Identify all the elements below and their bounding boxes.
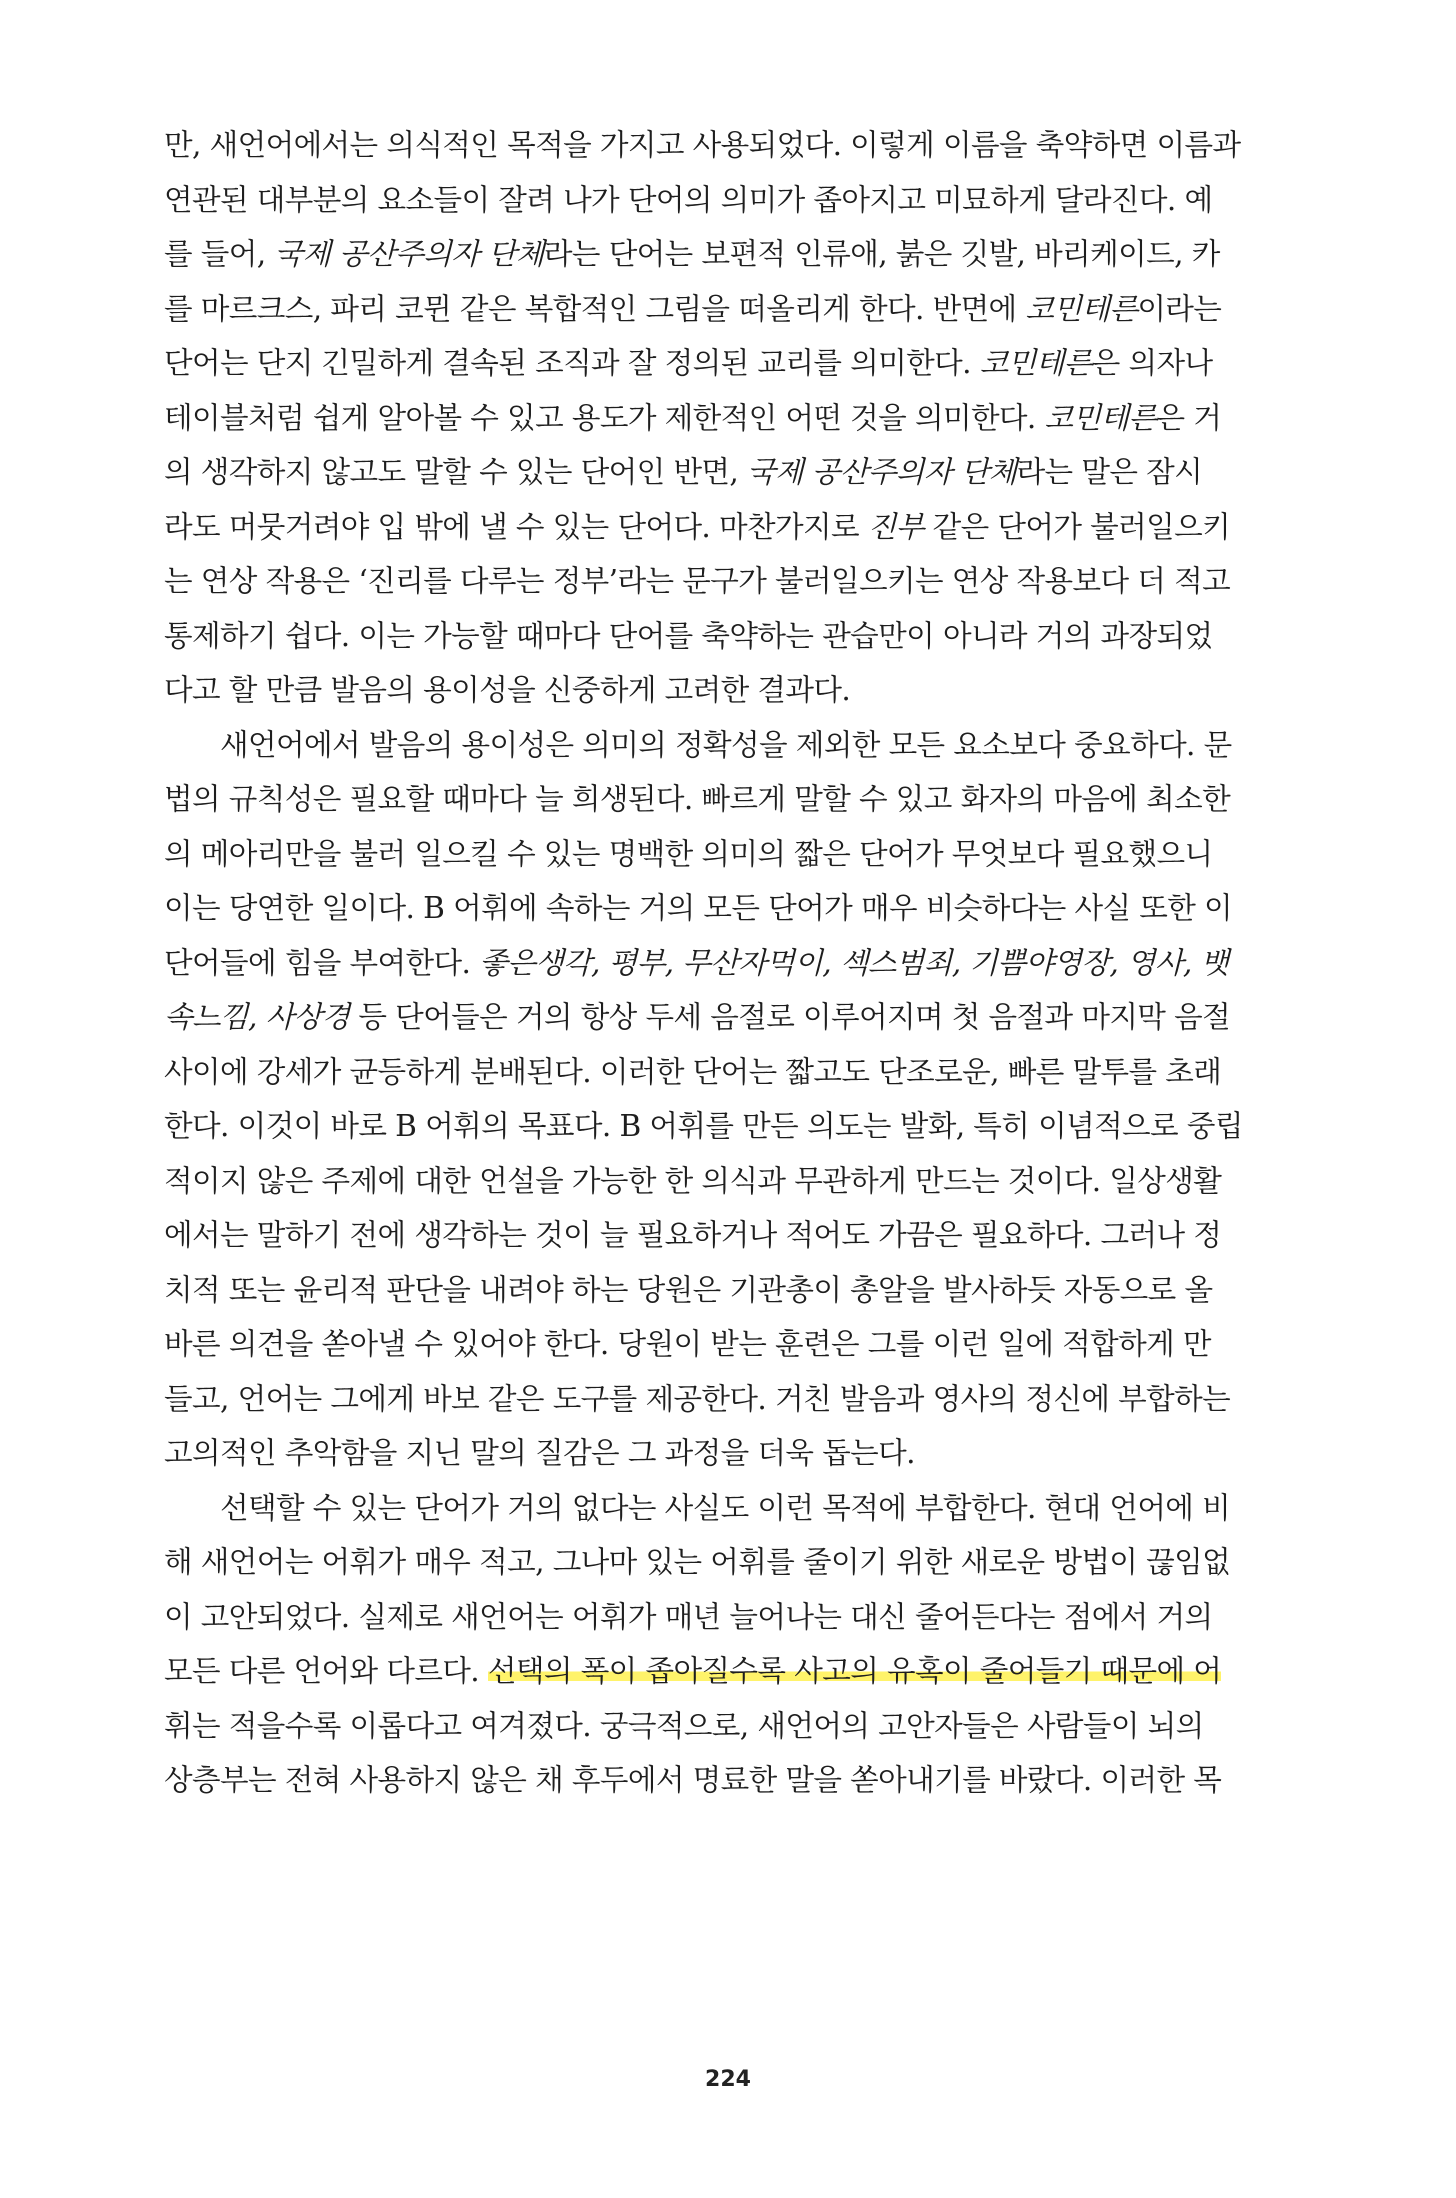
text-segment: 등 단어들은 거의 항상 두세 음절로 이루어지며 첫 음절과 마지막 음절 (349, 1000, 1231, 1034)
text-line (164, 1644, 1244, 1699)
text-line (164, 1154, 1244, 1209)
text-segment: 라는 말은 잠시 (1016, 455, 1203, 489)
page-body (164, 118, 1244, 1808)
text-line (164, 173, 1244, 228)
text-segment: 휘는 적을수록 이롭다고 여겨졌다. 궁극적으로, 새언어의 고안자들은 사람들이 뇌의 (164, 1708, 1204, 1743)
italic-term: 진부 (867, 509, 924, 544)
text-line (164, 1208, 1244, 1263)
text-segment: 연관된 대부분의 요소들이 잘려 나가 단어의 의미가 좁아지고 미묘하게 달라진다. 예 (164, 182, 1213, 217)
text-line (164, 1535, 1244, 1590)
text-line (164, 663, 1244, 718)
paragraph (164, 1481, 1244, 1808)
text-segment: 만, 새언어에서는 의식적인 목적을 가지고 사용되었다. 이렇게 이름을 축약하면 이름과 (164, 128, 1241, 162)
text-segment: 이 고안되었다. 실제로 새언어는 어휘가 매년 늘어나는 대신 줄어든다는 점에서 거의 (164, 1599, 1213, 1634)
text-segment: 단어들에 힘을 부여한다. (164, 945, 480, 980)
text-line (164, 1263, 1244, 1318)
text-segment: 단어는 단지 긴밀하게 결속된 조직과 잘 정의된 교리를 의미한다. (164, 346, 980, 380)
text-segment: 사이에 강세가 균등하게 분배된다. 이러한 단어는 짧고도 단조로운, 빠른 말투를 초래 (164, 1054, 1222, 1089)
text-segment: 새언어에서 발음의 용이성은 의미의 정확성을 제외한 모든 요소보다 중요하다. 문 (220, 727, 1232, 762)
text-segment: 다고 할 만큼 발음의 용이성을 신중하게 고려한 결과다. (164, 673, 851, 707)
text-line (164, 1426, 1244, 1481)
italic-term: 국제 공산주의자 단체 (747, 455, 1017, 489)
text-line (164, 445, 1244, 500)
text-line (164, 1045, 1244, 1100)
text-line (164, 391, 1244, 446)
text-segment: 은 의자나 (1091, 346, 1213, 380)
text-line (164, 718, 1244, 773)
text-segment: 는 연상 작용은 ‘진리를 다루는 정부’라는 문구가 불러일으키는 연상 작용보다 더 적고 (164, 564, 1231, 598)
text-line (164, 227, 1244, 282)
text-line (164, 118, 1244, 173)
text-segment: 의 생각하지 않고도 말할 수 있는 단어인 반면, (164, 455, 748, 489)
text-segment: 한다. 이것이 바로 B 어휘의 목표다. B 어휘를 만든 의도는 발화, 특히 이념적으로 중립 (164, 1109, 1243, 1143)
text-line (164, 1699, 1244, 1754)
text-line (164, 609, 1244, 664)
text-line (164, 500, 1244, 555)
paragraph (164, 118, 1244, 718)
text-segment: 같은 단어가 불러일으키 (923, 509, 1231, 544)
text-segment: 바른 의견을 쏟아낼 수 있어야 한다. 당원이 받는 훈련은 그를 이런 일에 적합하게 만 (164, 1327, 1211, 1361)
text-line (164, 1372, 1244, 1427)
paragraph (164, 718, 1244, 1481)
text-line (164, 282, 1244, 337)
text-line (164, 554, 1244, 609)
text-segment: 고의적인 추악함을 지닌 말의 질감은 그 과정을 더욱 돕는다. (164, 1436, 915, 1470)
text-segment: 라도 머뭇거려야 입 밖에 낼 수 있는 단어다. 마찬가지로 (164, 509, 868, 544)
text-line (164, 990, 1244, 1045)
highlighted-text: 선택의 폭이 좁아질수록 사고의 유혹이 줄어들기 때문에 어 (487, 1654, 1222, 1688)
text-line (164, 1753, 1244, 1808)
text-segment: 의 메아리만을 불러 일으킬 수 있는 명백한 의미의 짧은 단어가 무엇보다 필요했으니 (164, 836, 1213, 871)
text-line (164, 1590, 1244, 1645)
text-line (164, 1481, 1244, 1536)
page-number: 224 (705, 2067, 751, 2092)
text-segment: 에서는 말하기 전에 생각하는 것이 늘 필요하거나 적어도 가끔은 필요하다. 그러나 정 (164, 1218, 1222, 1252)
text-segment: 를 마르크스, 파리 코뮌 같은 복합적인 그림을 떠올리게 한다. 반면에 (164, 291, 1026, 326)
text-segment: 은 거 (1156, 400, 1222, 435)
text-segment: 테이블처럼 쉽게 알아볼 수 있고 용도가 제한적인 어떤 것을 의미한다. (164, 400, 1045, 435)
text-segment: 이라는 (1137, 291, 1222, 326)
text-segment: 선택할 수 있는 단어가 거의 없다는 사실도 이런 목적에 부합한다. 현대 언어에 비 (220, 1490, 1231, 1525)
text-line (164, 1099, 1244, 1154)
italic-term: 국제 공산주의자 단체 (274, 237, 544, 271)
text-line (164, 827, 1244, 882)
text-line (164, 1317, 1244, 1372)
text-segment: 법의 규칙성은 필요할 때마다 늘 희생된다. 빠르게 말할 수 있고 화자의 마음에 최소한 (164, 782, 1231, 816)
text-line (164, 336, 1244, 391)
text-segment: 모든 다른 언어와 다르다. (164, 1654, 488, 1688)
text-segment: 를 들어, (164, 237, 275, 271)
text-line (164, 772, 1244, 827)
italic-term: 좋은생각, 평부, 무산자먹이, 섹스범죄, 기쁨야영장, 영사, 뱃 (479, 945, 1229, 980)
text-segment: 치적 또는 윤리적 판단을 내려야 하는 당원은 기관총이 총알을 발사하듯 자동으로 올 (164, 1272, 1213, 1307)
text-segment: 통제하기 쉽다. 이는 가능할 때마다 단어를 축약하는 관습만이 아니라 거의 과장되었 (164, 618, 1213, 653)
text-segment: 적이지 않은 주제에 대한 언설을 가능한 한 의식과 무관하게 만드는 것이다. 일상생활 (164, 1163, 1222, 1198)
text-segment: 상층부는 전혀 사용하지 않은 채 후두에서 명료한 말을 쏟아내기를 바랐다. 이러한 목 (164, 1763, 1222, 1797)
italic-term: 코민테른 (979, 346, 1092, 380)
text-segment: 들고, 언어는 그에게 바보 같은 도구를 제공한다. 거친 발음과 영사의 정신에 부합하는 (164, 1381, 1231, 1416)
italic-term: 코민테른 (1044, 400, 1157, 435)
text-line (164, 881, 1244, 936)
text-segment: 라는 단어는 보편적 인류애, 붉은 깃발, 바리케이드, 카 (543, 237, 1220, 271)
italic-term: 속느낌, 사상경 (164, 1000, 350, 1034)
text-segment: 이는 당연한 일이다. B 어휘에 속하는 거의 모든 단어가 매우 비슷하다는 사실 또한 이 (164, 891, 1233, 925)
italic-term: 코민테른 (1025, 291, 1138, 326)
text-segment: 해 새언어는 어휘가 매우 적고, 그나마 있는 어휘를 줄이기 위한 새로운 방법이 끊임없 (164, 1545, 1231, 1579)
text-line (164, 936, 1244, 991)
